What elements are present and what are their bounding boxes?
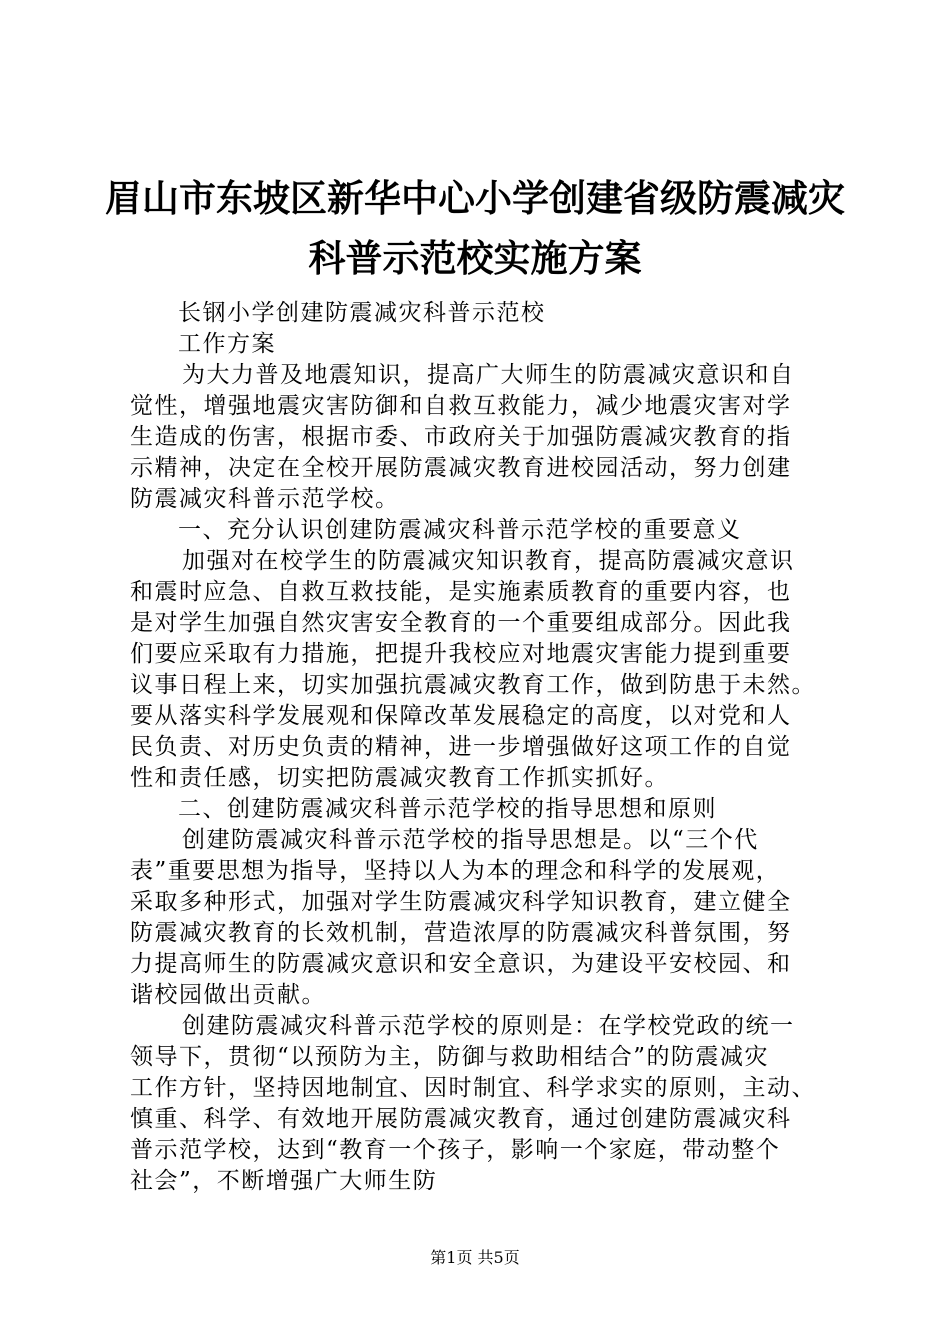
paragraph-line: 采取多种形式，加强对学生防震减灾科学知识教育，建立健全 bbox=[130, 889, 792, 915]
paragraph-line: 加强对在校学生的防震减灾知识教育，提高防震减灾意识 bbox=[182, 548, 795, 574]
paragraph-line: 民负责、对历史负责的精神，进一步增强做好这项工作的自觉 bbox=[130, 734, 792, 760]
paragraph-line: 防震减灾科普示范学校。 bbox=[130, 486, 400, 512]
paragraph-line: 谐校园做出贡献。 bbox=[130, 982, 326, 1008]
paragraph-line: 和震时应急、自救互救技能，是实施素质教育的重要内容，也 bbox=[130, 579, 792, 605]
paragraph-line: 为大力普及地震知识，提高广大师生的防震减灾意识和自 bbox=[182, 362, 795, 388]
subtitle-line-2: 工作方案 bbox=[178, 331, 276, 357]
section-heading-1: 一、充分认识创建防震减灾科普示范学校的重要意义 bbox=[178, 517, 742, 543]
paragraph-line: 慎重、科学、有效地开展防震减灾教育，通过创建防震减灾科 bbox=[130, 1106, 792, 1132]
paragraph-line: 领导下，贯彻“以预防为主，防御与救助相结合”的防震减灾 bbox=[130, 1044, 770, 1070]
page-number-footer: 第1页 共5页 bbox=[430, 1248, 520, 1267]
document-title-line-1: 眉山市东坡区新华中心小学创建省级防震减灾 bbox=[105, 177, 845, 220]
paragraph-line: 表”重要思想为指导，坚持以人为本的理念和科学的发展观， bbox=[130, 858, 781, 884]
paragraph-line: 生造成的伤害，根据市委、市政府关于加强防震减灾教育的指 bbox=[130, 424, 792, 450]
paragraph-line: 工作方针，坚持因地制宜、因时制宜、科学求实的原则，主动、 bbox=[130, 1075, 816, 1101]
paragraph-line: 创建防震减灾科普示范学校的原则是：在学校党政的统一 bbox=[182, 1013, 795, 1039]
paragraph-line: 性和责任感，切实把防震减灾教育工作抓实抓好。 bbox=[130, 765, 669, 791]
paragraph-line: 防震减灾教育的长效机制，营造浓厚的防震减灾科普氛围，努 bbox=[130, 920, 792, 946]
paragraph-line: 创建防震减灾科普示范学校的指导思想是。以“三个代 bbox=[182, 827, 759, 853]
paragraph-line: 是对学生加强自然灾害安全教育的一个重要组成部分。因此我 bbox=[130, 610, 792, 636]
paragraph-line: 们要应采取有力措施，把提升我校应对地震灾害能力提到重要 bbox=[130, 641, 792, 667]
paragraph-line: 要从落实科学发展观和保障改革发展稳定的高度，以对党和人 bbox=[130, 703, 792, 729]
paragraph-line: 力提高师生的防震减灾意识和安全意识，为建设平安校园、和 bbox=[130, 951, 792, 977]
paragraph-line: 议事日程上来，切实加强抗震减灾教育工作，做到防患于未然。 bbox=[130, 672, 816, 698]
paragraph-line: 普示范学校，达到“教育一个孩子，影响一个家庭，带动整个 bbox=[130, 1137, 781, 1163]
paragraph-line: 觉性，增强地震灾害防御和自救互救能力，减少地震灾害对学 bbox=[130, 393, 792, 419]
paragraph-line: 示精神，决定在全校开展防震减灾教育进校园活动，努力创建 bbox=[130, 455, 792, 481]
paragraph-line: 社会”，不断增强广大师生防 bbox=[130, 1168, 438, 1194]
subtitle-line-1: 长钢小学创建防震减灾科普示范校 bbox=[178, 300, 546, 326]
document-title-line-2: 科普示范校实施方案 bbox=[308, 237, 642, 280]
section-heading-2: 二、创建防震减灾科普示范学校的指导思想和原则 bbox=[178, 796, 717, 822]
